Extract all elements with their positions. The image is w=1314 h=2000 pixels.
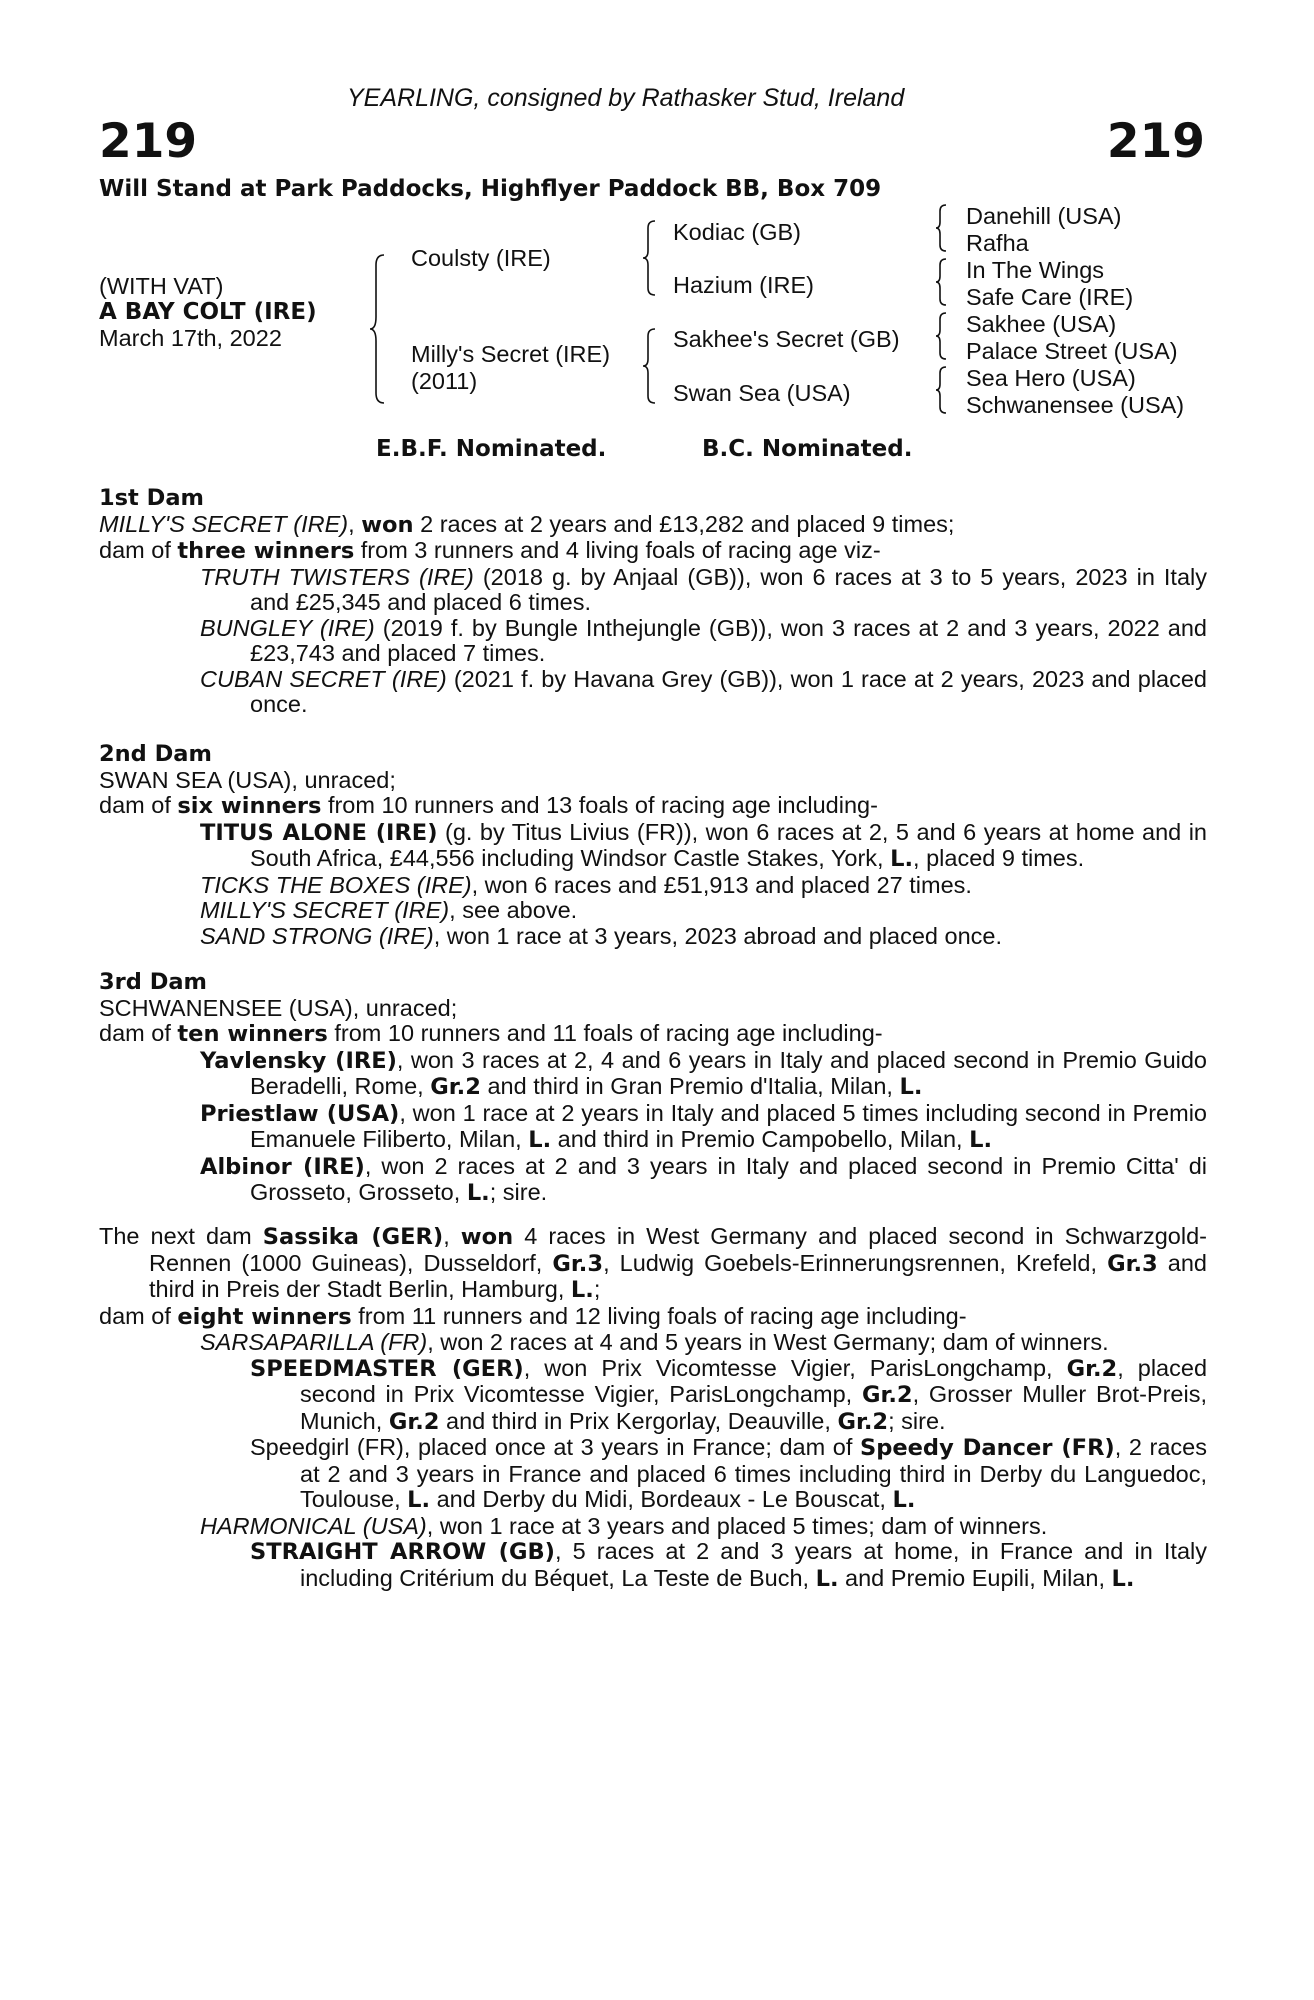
sire-dam: Hazium (IRE) (673, 272, 815, 298)
vat-note: (WITH VAT) (99, 273, 224, 299)
great-grandparent-6: Palace Street (USA) (966, 338, 1178, 364)
great-grandparent-4: Safe Care (IRE) (966, 284, 1134, 310)
foaling-date: March 17th, 2022 (99, 325, 282, 351)
stand-location: Will Stand at Park Paddocks, Highflyer Paddock BB, Box 709 (99, 176, 882, 202)
dam: Milly's Secret (IRE) (411, 341, 611, 367)
great-grandparent-5: Sakhee (USA) (966, 311, 1117, 337)
lot-number-left: 219 (99, 114, 198, 169)
pedigree-brace-g3 (934, 311, 950, 361)
produce-entry: Albinor (IRE), won 2 races at 2 and 3 years in Italy and placed second in Premio Citta' di Grosseto, Grosseto, L.; sire. (200, 1152, 1208, 1206)
sire: Coulsty (IRE) (411, 245, 551, 271)
produce-entry: SARSAPARILLA (FR), won 2 races at 4 and 5 years in West Germany; dam of winners. (200, 1329, 1109, 1355)
lot-number-right: 219 (1106, 114, 1205, 169)
first-dam-heading: 1st Dam (99, 485, 204, 511)
ebf-nomination: E.B.F. Nominated. (376, 436, 607, 462)
produce-entry: MILLY'S SECRET (IRE), see above. (200, 897, 578, 923)
pedigree-brace-dam (641, 327, 659, 405)
pedigree-brace-gen1 (368, 253, 388, 405)
great-grandparent-1: Danehill (USA) (966, 203, 1122, 229)
great-grandparent-3: In The Wings (966, 257, 1105, 283)
first-dam-name: MILLY'S SECRET (IRE) (99, 510, 349, 537)
third-dam-section: 3rd Dam SCHWANENSEE (USA), unraced; dam of ten winners from 10 runners and 11 foals of racing age including- Yavlensky (IRE), won 3 races at 2, 4 and 6 years in Italy and placed second in Premio Guido Beradelli, Rome, Gr.2 and third in Gran Premio d'Italia, Milan, L. Priestlaw (USA), won 1 race at 2 years in Italy and placed 5 times including second in Premio Emanuele Filiberto, Milan, L. and third in Premio Campobello, Milan, L. Albinor (IRE), won 2 races at 2 and 3 years in Italy and placed second in Premio Citta' di Grosseto, Grosseto, L.; sire. (99, 969, 1208, 1206)
produce-entry: SPEEDMASTER (GER), won Prix Vicomtesse Vigier, ParisLongchamp, Gr.2, placed second in Prix Vicomtesse Vigier, ParisLongchamp, Gr.2, Grosser Muller Brot-Preis, Munich, Gr.2 and third in Prix Kergorlay, Deauville, Gr.2; sire. (250, 1354, 1208, 1435)
produce-entry: STRAIGHT ARROW (GB), 5 races at 2 and 3 years at home, in France and in Italy including Critérium du Béquet, La Teste de Buch, L. and Premio Eupili, Milan, L. (250, 1538, 1207, 1592)
great-grandparent-2: Rafha (966, 230, 1029, 256)
pedigree-brace-sire (641, 219, 659, 297)
produce-entry: Priestlaw (USA), won 1 race at 2 years in Italy and placed 5 times including second in Premio Emanuele Filiberto, Milan, L. and third in Premio Campobello, Milan, L. (200, 1099, 1207, 1153)
pedigree-brace-g4 (934, 365, 950, 415)
great-grandparent-7: Sea Hero (USA) (966, 365, 1136, 391)
great-grandparent-8: Schwanensee (USA) (966, 392, 1185, 418)
first-dam-section: 1st Dam MILLY'S SECRET (IRE), won 2 races at 2 years and £13,282 and placed 9 times; dam of three winners from 3 runners and 4 living foals of racing age viz- TRUTH TWISTERS (IRE) (2018 g. by Anjaal (GB)), won 6 races at 3 to 5 years, 2023 in Italy and £25,345 and placed 6 times. BUNGLEY (IRE) (2019 f. by Bungle Inthejungle (GB)), won 3 races at 2 and 3 years, 2022 and £23,743 and placed 7 times. CUBAN SECRET (IRE) (2021 f. by Havana Grey (GB)), won 1 race at 2 years, 2023 and placed once. (99, 485, 1208, 717)
next-dam-intro: The next dam Sassika (GER), won 4 races in West Germany and placed second in Schwarzgold-Rennen (1000 Guineas), Dusseldorf, Gr.3, Ludwig Goebels-Erinnerungsrennen, Krefeld, Gr.3 and third in Preis der Stadt Berlin, Hamburg, L.; (99, 1223, 1207, 1303)
pedigree-brace-g2 (934, 257, 950, 307)
produce-entry: TRUTH TWISTERS (IRE) (2018 g. by Anjaal (GB)), won 6 races at 3 to 5 years, 2023 in Italy and £25,345 and placed 6 times. (200, 563, 1207, 615)
dam-dam: Swan Sea (USA) (673, 380, 851, 406)
second-dam-heading: 2nd Dam (99, 741, 212, 767)
pedigree-brace-g1 (934, 203, 950, 253)
produce-entry: Speedgirl (FR), placed once at 3 years in France; dam of Speedy Dancer (FR), 2 races at 2 and 3 years in France and placed 6 times including third in Derby du Languedoc, Toulouse, L. and Derby du Midi, Bordeaux - Le Bouscat, L. (250, 1434, 1207, 1513)
produce-entry: Yavlensky (IRE), won 3 races at 2, 4 and 6 years in Italy and placed second in Premio Guido Beradelli, Rome, Gr.2 and third in Gran Premio d'Italia, Milan, L. (200, 1046, 1207, 1100)
dam-year: (2011) (411, 368, 478, 394)
produce-entry: CUBAN SECRET (IRE) (2021 f. by Havana Grey (GB)), won 1 race at 2 years, 2023 and placed once. (200, 665, 1208, 717)
bc-nomination: B.C. Nominated. (702, 436, 913, 462)
second-dam-section: 2nd Dam SWAN SEA (USA), unraced; dam of six winners from 10 runners and 13 foals of racing age including- TITUS ALONE (IRE) (g. by Titus Livius (FR)), won 6 races at 2, 5 and 6 years at home and in South Africa, £44,556 including Windsor Castle Stakes, York, L., placed 9 times. TICKS THE BOXES (IRE), won 6 races and £51,913 and placed 27 times. MILLY'S SECRET (IRE), see above. SAND STRONG (IRE), won 1 race at 3 years, 2023 abroad and placed once. (99, 741, 1207, 949)
produce-entry: SAND STRONG (IRE), won 1 race at 3 years, 2023 abroad and placed once. (200, 922, 1003, 949)
sire-sire: Kodiac (GB) (673, 219, 801, 245)
dam-sire: Sakhee's Secret (GB) (673, 326, 900, 352)
third-dam-heading: 3rd Dam (99, 969, 207, 995)
produce-entry: TITUS ALONE (IRE) (g. by Titus Livius (FR)), won 6 races at 2, 5 and 6 years at home and in South Africa, £44,556 including Windsor Castle Stakes, York, L., placed 9 times. (200, 818, 1207, 872)
horse-name: A BAY COLT (IRE) (99, 299, 317, 325)
next-dam-section: The next dam Sassika (GER), won 4 races in West Germany and placed second in Schwarzgold-Rennen (1000 Guineas), Dusseldorf, Gr.3, Ludwig Goebels-Erinnerungsrennen, Krefeld, Gr.3 and third in Preis der Stadt Berlin, Hamburg, L.; dam of eight winners from 11 runners and 12 living foals of racing age including- SARSAPARILLA (FR), won 2 races at 4 and 5 years in West Germany; dam of winners. SPEEDMASTER (GER), won Prix Vicomtesse Vigier, ParisLongchamp, Gr.2, placed second in Prix Vicomtesse Vigier, ParisLongchamp, Gr.2, Grosser Muller Brot-Preis, Munich, Gr.2 and third in Prix Kergorlay, Deauville, Gr.2; sire. Speedgirl (FR), placed once at 3 years in France; dam of Speedy Dancer (FR), 2 races at 2 and 3 years in France and placed 6 times including third in Derby du Languedoc, Toulouse, L. and Derby du Midi, Bordeaux - Le Bouscat, L. HARMONICAL (USA), won 1 race at 3 years and placed 5 times; dam of winners. STRAIGHT ARROW (GB), 5 races at 2 and 3 years at home, in France and in Italy including Critérium du Béquet, La Teste de Buch, L. and Premio Eupili, Milan, L. (99, 1223, 1208, 1592)
produce-entry: HARMONICAL (USA), won 1 race at 3 years and placed 5 times; dam of winners. (200, 1512, 1048, 1539)
produce-entry: BUNGLEY (IRE) (2019 f. by Bungle Inthejungle (GB)), won 3 races at 2 and 3 years, 2022 and £23,743 and placed 7 times. (200, 614, 1208, 666)
sale-subtitle: YEARLING, consigned by Rathasker Stud, Ireland (347, 84, 905, 112)
produce-entry: TICKS THE BOXES (IRE), won 6 races and £51,913 and placed 27 times. (200, 871, 972, 898)
